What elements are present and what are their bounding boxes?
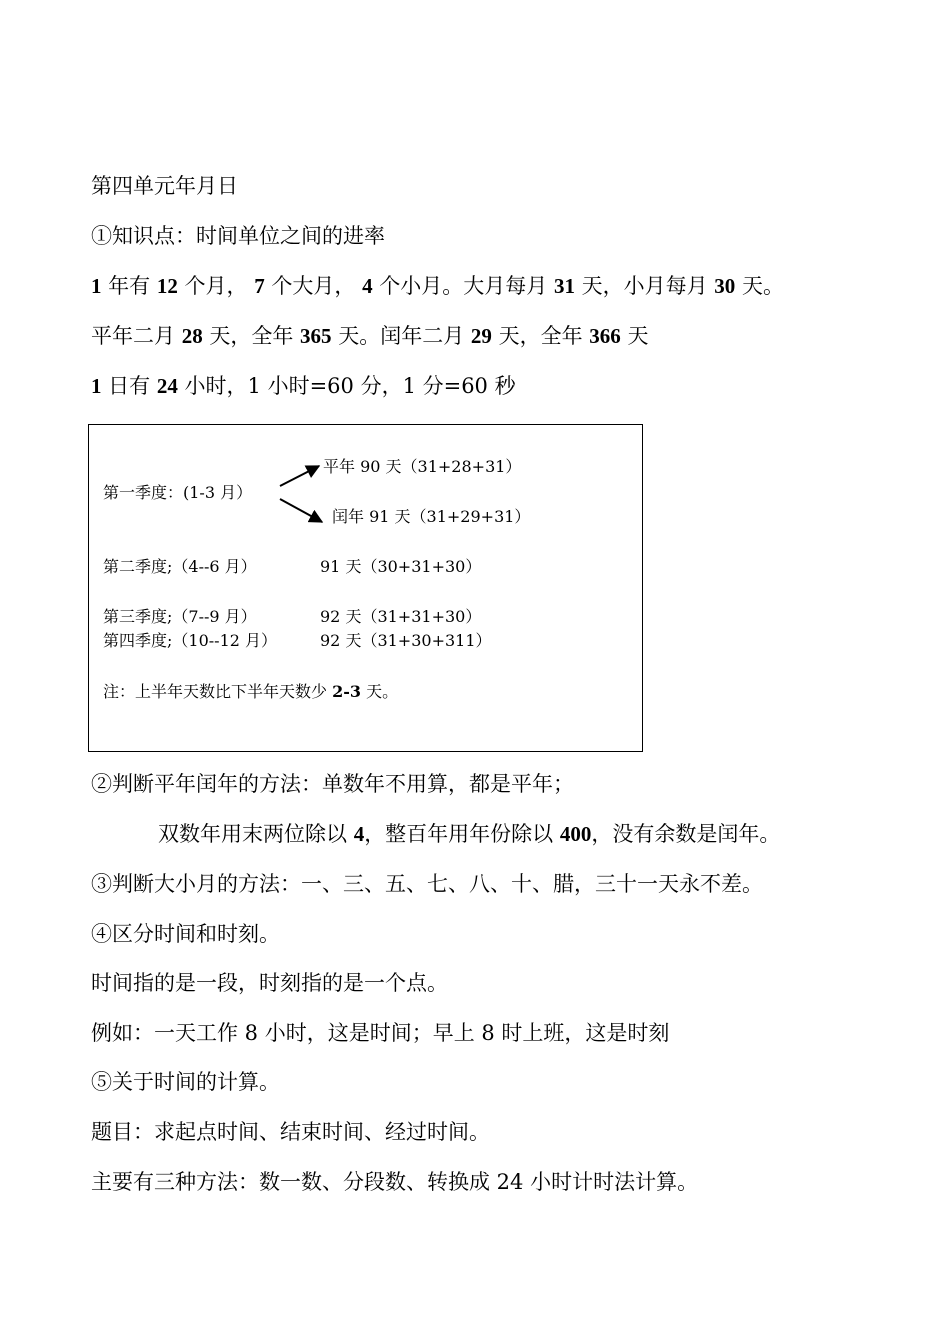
arrow-up-icon	[280, 466, 319, 486]
quarters-box	[88, 424, 643, 752]
fact-number: 1	[91, 274, 102, 298]
q1-common-year: 平年 90 天（31+28+31）	[323, 457, 522, 476]
fact-text: 小时，1 小时=60 分，1 分=60 秒	[177, 374, 516, 398]
fact-text: 日有	[101, 374, 157, 398]
unit-title: 第四单元年月日	[91, 174, 238, 198]
method-number: 400	[559, 822, 592, 846]
q4-days: 92 天（31+30+311）	[320, 631, 492, 650]
fact-text: 天	[620, 324, 649, 348]
fact-text: 个小月。大月每月	[372, 274, 554, 298]
q1-label: 第一季度：(1-3 月）	[103, 483, 253, 502]
fact-number: 29	[470, 324, 492, 348]
note-number: 2-3	[332, 682, 361, 701]
fact-text: 个大月，	[264, 274, 363, 298]
fact-number: 7	[254, 274, 265, 298]
fact-number: 24	[156, 374, 178, 398]
leap-year-method-heading: ②判断平年闰年的方法：单数年不用算，都是平年；	[91, 772, 574, 796]
note-text: 天。	[361, 682, 399, 701]
leap-year-method-detail	[158, 821, 780, 847]
hours-fact	[91, 373, 516, 399]
q4-label: 第四季度;（10--12 月）	[103, 631, 278, 650]
fact-text: 平年二月	[91, 324, 182, 348]
fact-text: 个月，	[177, 274, 255, 298]
time-vs-moment-definition: 时间指的是一段，时刻指的是一个点。	[91, 971, 448, 995]
time-calculation-methods: 主要有三种方法：数一数、分段数、转换成 24 小时计时法计算。	[91, 1170, 699, 1194]
fact-number: 1	[91, 374, 102, 398]
arrow-down-icon	[280, 499, 322, 522]
q3-label: 第三季度;（7--9 月）	[103, 607, 257, 626]
fact-number: 28	[181, 324, 203, 348]
method-text: 双数年用末两位除以	[158, 822, 354, 846]
q1-leap-year: 闰年 91 天（31+29+31）	[332, 507, 531, 526]
fact-text: 天，全年	[202, 324, 301, 348]
year-days-fact	[91, 323, 648, 349]
method-text: ，整百年用年份除以	[364, 822, 560, 846]
time-calculation-task: 题目：求起点时间、结束时间、经过时间。	[91, 1120, 490, 1144]
method-number: 4	[353, 822, 365, 846]
knowledge-point-heading: ①知识点：时间单位之间的进率	[91, 224, 385, 248]
fact-number: 365	[300, 324, 332, 348]
q3-days: 92 天（31+31+30）	[320, 607, 482, 626]
fact-number: 12	[156, 274, 178, 298]
q2-days: 91 天（30+31+30）	[320, 557, 482, 576]
note-text: 注：上半年天数比下半年天数少	[103, 682, 333, 701]
fact-number: 31	[553, 274, 575, 298]
fact-text: 年有	[101, 274, 157, 298]
big-small-month-heading: ③判断大小月的方法：一、三、五、七、八、十、腊，三十一天永不差。	[91, 872, 763, 896]
time-vs-moment-heading: ④区分时间和时刻。	[91, 922, 280, 946]
fact-number: 4	[362, 274, 373, 298]
q2-label: 第二季度;（4--6 月）	[103, 557, 257, 576]
fact-text: 天。闰年二月	[331, 324, 471, 348]
fact-number: 366	[589, 324, 621, 348]
half-year-note	[103, 682, 398, 702]
months-days-fact	[91, 273, 784, 299]
fact-text: 天，全年	[491, 324, 590, 348]
time-calculation-heading: ⑤关于时间的计算。	[91, 1070, 280, 1094]
method-text: ，没有余数是闰年。	[591, 822, 781, 846]
time-vs-moment-example: 例如：一天工作 8 小时，这是时间；早上 8 时上班，这是时刻	[91, 1021, 670, 1045]
fact-text: 天，小月每月	[574, 274, 715, 298]
fact-number: 30	[714, 274, 736, 298]
fact-text: 天。	[735, 274, 784, 298]
